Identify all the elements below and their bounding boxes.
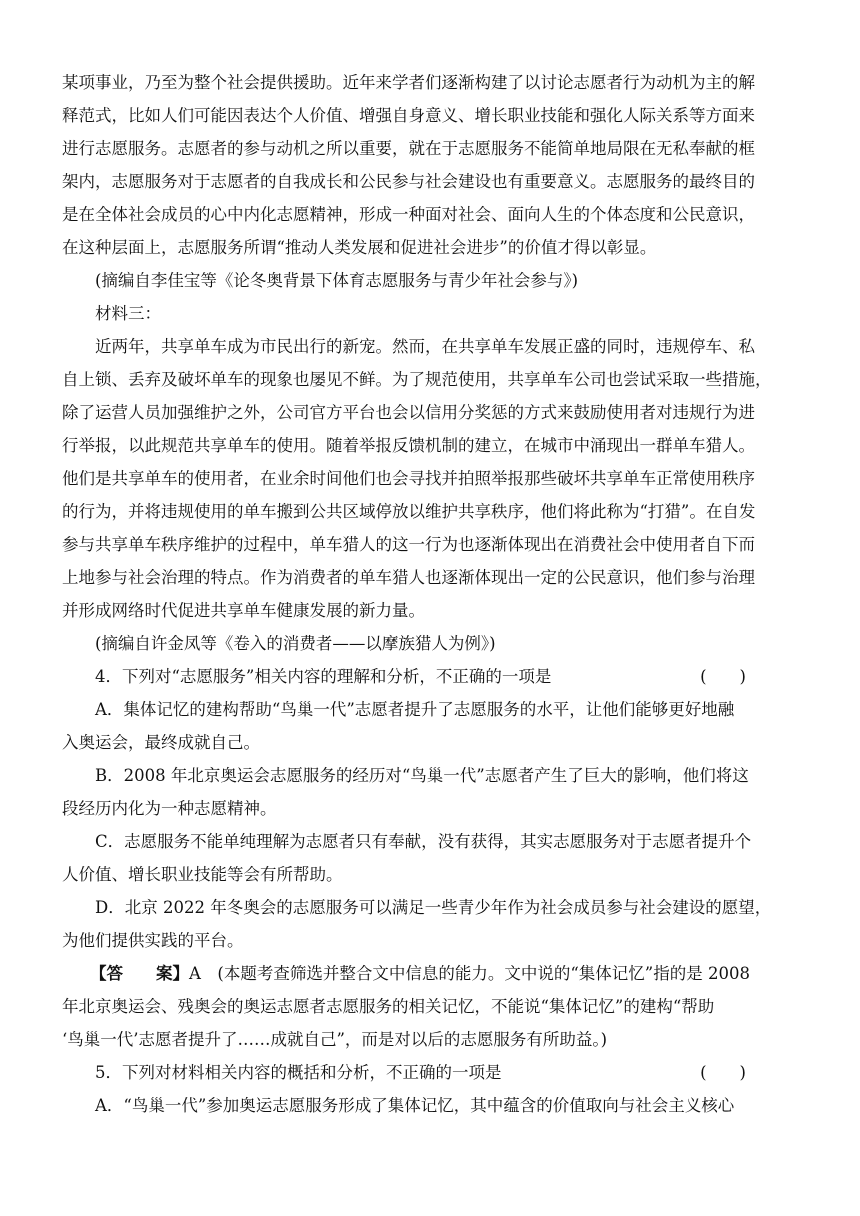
body-text-line: 他们是共享单车的使用者，在业余时间他们也会寻找并拍照举报那些破坏共享单车正常使用秩序 bbox=[62, 469, 755, 488]
body-text-line: 架内，志愿服务对于志愿者的自我成长和公民参与社会建设也有重要意义。志愿服务的最终目的 bbox=[62, 172, 755, 191]
option-a: A．集体记忆的建构帮助“鸟巢一代”志愿者提升了志愿服务的水平，让他们能够更好地融 bbox=[95, 700, 735, 719]
source-citation: (摘编自许金凤等《卷入的消费者——以摩族猎人为例》) bbox=[95, 634, 496, 653]
body-text-line: 上地参与社会治理的特点。作为消费者的单车猎人也逐渐体现出一定的公民意识，他们参与治理 bbox=[62, 568, 755, 587]
question-4-text: 4．下列对“志愿服务”相关内容的理解和分析，不正确的一项是 bbox=[95, 667, 552, 686]
answer-paren: ( ) bbox=[700, 1063, 746, 1082]
body-text-line: 近两年，共享单车成为市民出行的新宠。然而，在共享单车发展正盛的同时，违规停车、私 bbox=[95, 337, 755, 356]
answer-label: 【答 案】 bbox=[90, 964, 189, 983]
option-c: C．志愿服务不能单纯理解为志愿者只有奉献，没有获得，其实志愿服务对于志愿者提升个 bbox=[95, 832, 752, 851]
body-text-line: 的行为，并将违规使用的单车搬到公共区域停放以维护共享秩序，他们将此称为“打猎”。在自发 bbox=[62, 502, 756, 521]
material-title: 材料三： bbox=[95, 304, 161, 323]
answer-4-cont: ‘鸟巢一代’志愿者提升了……成就自己”，而是对以后的志愿服务有所助益。) bbox=[62, 1030, 608, 1049]
body-text-line: 并形成网络时代促进共享单车健康发展的新力量。 bbox=[62, 601, 425, 620]
body-text-line: 自上锁、丢弃及破坏单车的现象也屡见不鲜。为了规范使用，共享单车公司也尝试采取一些措施， bbox=[62, 370, 772, 389]
option-b: B．2008 年北京奥运会志愿服务的经历对“鸟巢一代”志愿者产生了巨大的影响，他们将这 bbox=[95, 766, 749, 785]
option-d: D．北京 2022 年冬奥会的志愿服务可以满足一些青少年作为社会成员参与社会建设的愿望， bbox=[95, 898, 772, 917]
answer-text: A (本题考查筛选并整合文中信息的能力。文中说的“集体记忆”指的是 2008 bbox=[189, 964, 750, 983]
document-page bbox=[62, 66, 798, 1122]
body-text-line: 某项事业，乃至为整个社会提供援助。近年来学者们逐渐构建了以讨论志愿者行为动机为主的解 bbox=[62, 73, 755, 92]
option-b-cont: 段经历内化为一种志愿精神。 bbox=[62, 799, 277, 818]
body-text-line: 除了运营人员加强维护之外，公司官方平台也会以信用分奖惩的方式来鼓励使用者对违规行为进 bbox=[62, 403, 755, 422]
question-4-stem bbox=[62, 660, 798, 693]
body-text-line: 行举报，以此规范共享单车的使用。随着举报反馈机制的建立，在城市中涌现出一群单车猎人。 bbox=[62, 436, 755, 455]
option-a-cont: 入奥运会，最终成就自己。 bbox=[62, 733, 260, 752]
body-text-line: 在这种层面上，志愿服务所谓“推动人类发展和促进社会进步”的价值才得以彰显。 bbox=[62, 238, 657, 257]
option-d-cont: 为他们提供实践的平台。 bbox=[62, 931, 244, 950]
answer-4-cont: 年北京奥运会、残奥会的奥运志愿者志愿服务的相关记忆，不能说“集体记忆”的建构“帮助 bbox=[62, 997, 715, 1016]
body-text-line: 是在全体社会成员的心中内化志愿精神，形成一种面对社会、面向人生的个体态度和公民意识， bbox=[62, 205, 755, 224]
question-5-stem bbox=[62, 1056, 798, 1089]
body-text-line: 释范式，比如人们可能因表达个人价值、增强自身意义、增长职业技能和强化人际关系等方面来 bbox=[62, 106, 755, 125]
body-text-line: 参与共享单车秩序维护的过程中，单车猎人的这一行为也逐渐体现出在消费社会中使用者自下而 bbox=[62, 535, 755, 554]
body-text-line: 进行志愿服务。志愿者的参与动机之所以重要，就在于志愿服务不能简单地局限在无私奉献的框 bbox=[62, 139, 755, 158]
answer-4 bbox=[62, 957, 798, 990]
answer-paren: ( ) bbox=[700, 667, 746, 686]
option-c-cont: 人价值、增长职业技能等会有所帮助。 bbox=[62, 865, 343, 884]
question-5-text: 5．下列对材料相关内容的概括和分析，不正确的一项是 bbox=[95, 1063, 502, 1082]
option-a: A．“鸟巢一代”参加奥运志愿服务形成了集体记忆，其中蕴含的价值取向与社会主义核心 bbox=[95, 1096, 735, 1115]
source-citation: (摘编自李佳宝等《论冬奥背景下体育志愿服务与青少年社会参与》) bbox=[95, 271, 579, 290]
